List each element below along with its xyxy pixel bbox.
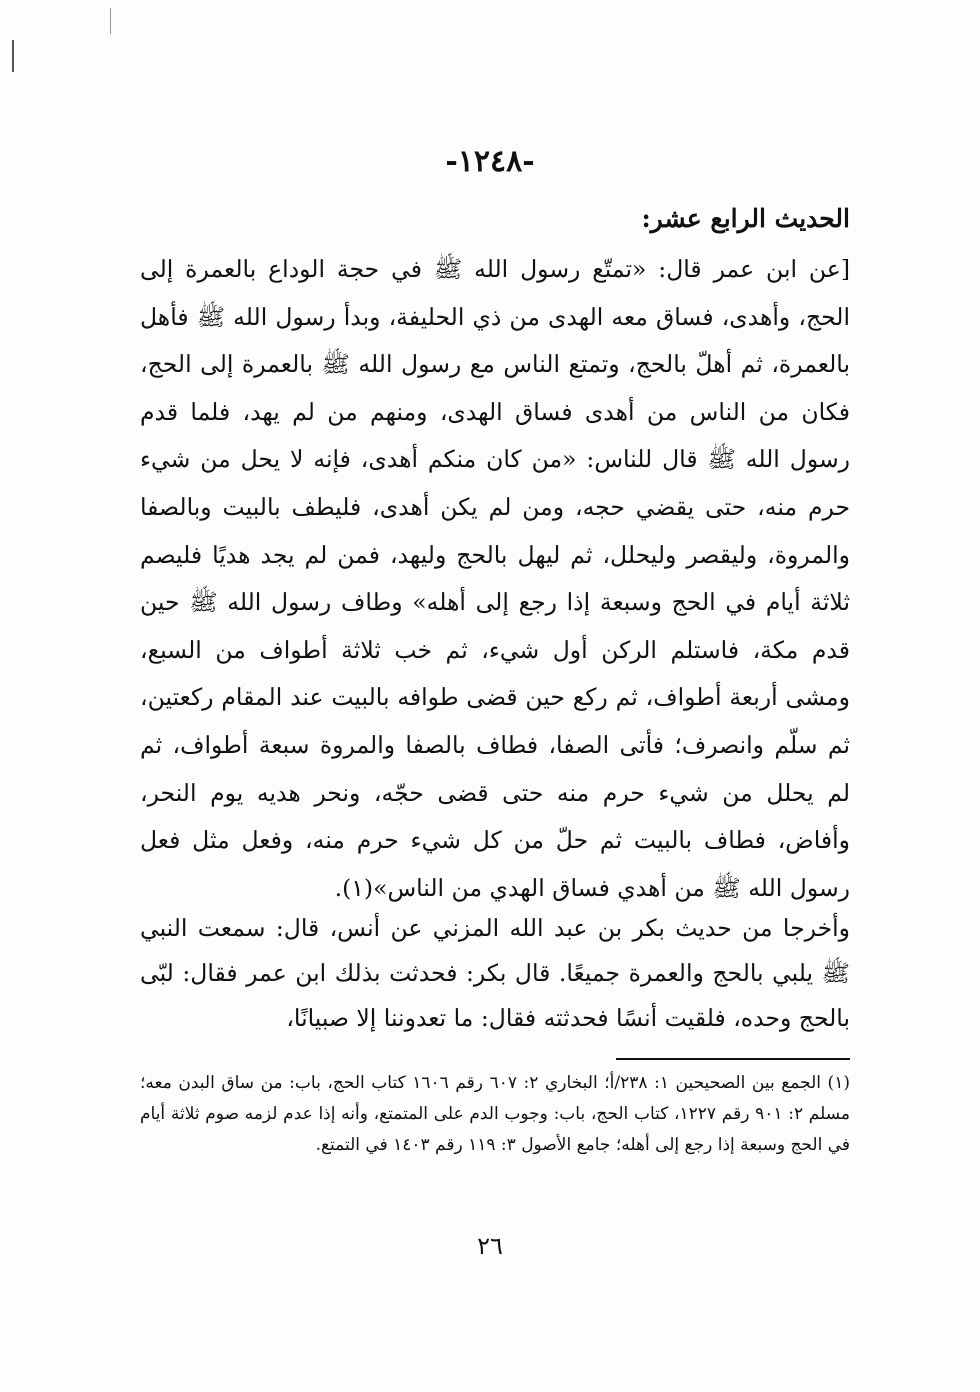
- scan-artifact-mark: [12, 40, 14, 72]
- footnote-divider: [616, 1058, 850, 1060]
- scan-artifact-mark: [110, 8, 111, 34]
- footnote-text: (١) الجمع بين الصحيحين ١: ٢٣٨/أ؛ البخاري ٢: ٦٠٧ رقم ١٦٠٦ كتاب الحج، باب: من ساق البدن معه؛ مسلم ٢: ٩٠١ رقم ١٢٢٧، كتاب الحج، باب: وجوب الدم على المتمتع، وأنه إذا عدم لزمه صوم ثلاثة أيام في الحج وسبعة إذا رجع إلى أهله؛ جامع الأصول ٣: ١١٩ رقم ١٤٠٣ في التمتع.: [140, 1073, 850, 1155]
- second-paragraph: وأخرجا من حديث بكر بن عبد الله المزني عن أنس، قال: سمعت النبي ﷺ يلبي بالحج والعمرة جميعًا. قال بكر: فحدثت بذلك ابن عمر فقال: لبّى بالحج وحده، فلقيت أنسًا فحدثته فقال: ما تعدوننا إلا صبيانًا،: [140, 914, 850, 1032]
- top-page-number: -١٢٤٨-: [445, 144, 535, 179]
- bottom-page-number: ٢٦: [477, 1232, 503, 1260]
- section-heading: الحديث الرابع عشر:: [641, 204, 850, 233]
- hadith-main-text: [عن ابن عمر قال: «تمتّع رسول الله ﷺ في حجة الوداع بالعمرة إلى الحج، وأهدى، فساق معه الهدى من ذي الحليفة، وبدأ رسول الله ﷺ فأهل بالعمرة، ثم أهلّ بالحج، وتمتع الناس مع رسول الله ﷺ بالعمرة إلى الحج، فكان من الناس من أهدى فساق الهدى، ومنهم من لم يهد، فلما قدم رسول الله ﷺ قال للناس: «من كان منكم أهدى، فإنه لا يحل من شيء حرم منه، حتى يقضي حجه، ومن لم يكن أهدى، فليطف بالبيت وبالصفا والمروة، وليقصر وليحلل، ثم ليهل بالحج وليهد، فمن لم يجد هديًا فليصم ثلاثة أيام في الحج وسبعة إذا رجع إلى أهله» وطاف رسول الله ﷺ حين قدم مكة، فاستلم الركن أول شيء، ثم خب ثلاثة أطواف من السبع، ومشى أربعة أطواف، ثم ركع حين قضى طوافه بالبيت عند المقام ركعتين، ثم سلّم وانصرف؛ فأتى الصفا، فطاف بالصفا والمروة سبعة أطواف، ثم لم يحلل من شيء حرم منه حتى قضى حجّه، ونحر هديه يوم النحر، وأفاض، فطاف بالبيت ثم حلّ من كل شيء حرم منه، وفعل مثل فعل رسول الله ﷺ من أهدي فساق الهدي من الناس»(١).: [140, 255, 850, 902]
